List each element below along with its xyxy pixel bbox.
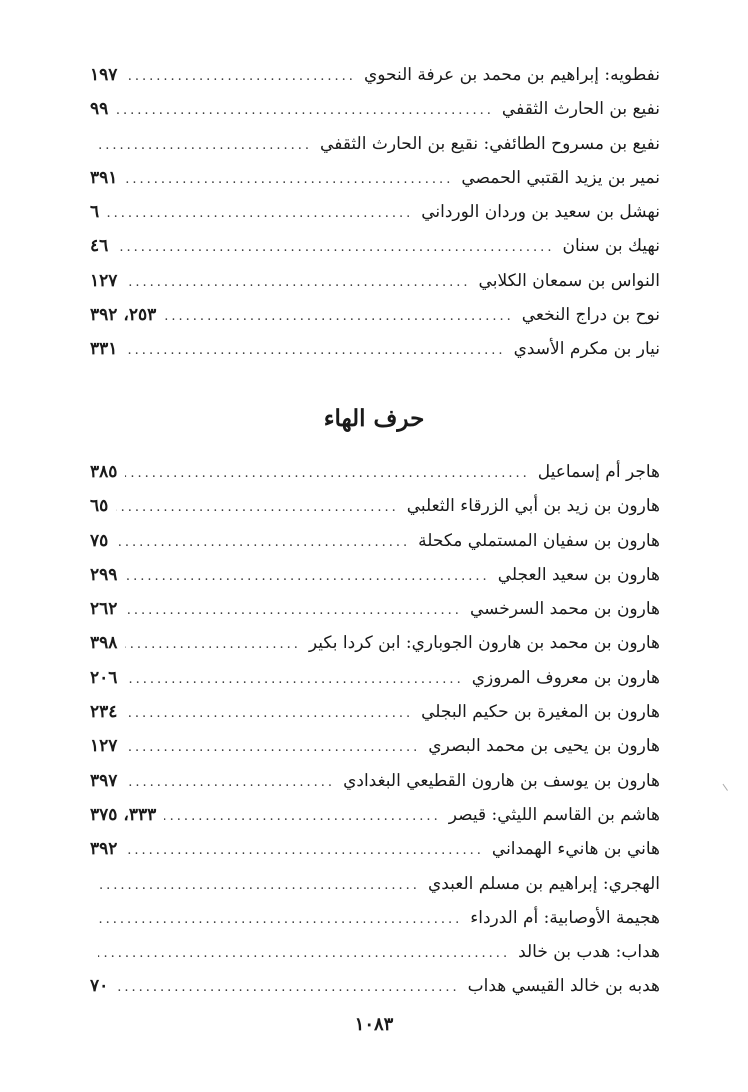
entry-name: نهشل بن سعيد بن وردان الورداني bbox=[421, 202, 660, 223]
entry-pages: ٦ bbox=[90, 202, 100, 223]
entry-pages: ١٩٧ bbox=[90, 65, 118, 85]
index-entry bbox=[90, 455, 660, 489]
index-entry bbox=[90, 298, 660, 332]
margin-mark bbox=[723, 779, 735, 791]
entry-pages: ٢٣٤ bbox=[90, 702, 118, 723]
entry-name: هارون بن يوسف بن هارون القطيعي البغدادي bbox=[343, 770, 660, 791]
entry-name: هاجر أم إسماعيل bbox=[537, 462, 660, 482]
leader-dots bbox=[98, 129, 312, 163]
entry-name: نفيع بن الحارث الثقفي bbox=[501, 99, 660, 120]
entry-name: هجيمة الأوصابية: أم الدرداء bbox=[470, 907, 660, 928]
index-entry bbox=[90, 264, 660, 298]
entry-name: الهجري: إبراهيم بن مسلم العبدي bbox=[427, 873, 660, 894]
section-heading: حرف الهاء bbox=[323, 405, 425, 432]
index-entry bbox=[90, 798, 660, 832]
page-number: ١٠٨٣ bbox=[354, 1014, 394, 1035]
leader-dots bbox=[98, 903, 462, 937]
entry-name: نوح بن دراج النخعي bbox=[521, 305, 660, 326]
index-entry bbox=[90, 195, 660, 229]
entry-pages: ١٢٧ bbox=[90, 736, 118, 757]
leader-dots bbox=[125, 766, 335, 800]
entry-pages: ٣٣١ bbox=[90, 339, 118, 360]
entry-name: نيار بن مكرم الأسدي bbox=[513, 339, 660, 360]
leader-dots bbox=[125, 60, 356, 94]
index-entry bbox=[90, 901, 660, 935]
entry-name: هدبه بن خالد القيسي هداب bbox=[467, 976, 660, 997]
entry-name: هارون بن سعيد العجلي bbox=[497, 564, 660, 585]
entry-name: هاني بن هانيء الهمداني bbox=[491, 839, 660, 860]
leader-dots bbox=[125, 628, 300, 662]
entry-name: هاشم بن القاسم الليثي: قيصر bbox=[448, 804, 660, 825]
index-entry bbox=[90, 161, 660, 195]
leader-dots bbox=[125, 834, 484, 868]
leader-dots bbox=[116, 231, 554, 265]
leader-dots bbox=[116, 94, 494, 128]
entry-name: نهيك بن سنان bbox=[562, 236, 660, 257]
leader-dots bbox=[125, 697, 413, 731]
entry-name: نفطويه: إبراهيم بن محمد بن عرفة النحوي bbox=[363, 65, 660, 85]
entry-name: النواس بن سمعان الكلابي bbox=[478, 270, 660, 291]
index-entry bbox=[90, 332, 660, 366]
entry-pages: ٣٩٧ bbox=[90, 770, 118, 791]
index-entry bbox=[90, 524, 660, 558]
index-entry bbox=[90, 92, 660, 126]
index-entry bbox=[90, 764, 660, 798]
index-entry bbox=[90, 58, 660, 92]
entry-pages: ٣٩٨ bbox=[90, 633, 118, 654]
index-list-nun bbox=[90, 58, 660, 367]
entry-name: هارون بن معروف المروزي bbox=[471, 667, 660, 688]
entry-pages: ٧٠ bbox=[90, 976, 109, 997]
leader-dots bbox=[116, 491, 398, 525]
entry-pages: ٢٦٢ bbox=[90, 599, 118, 620]
index-entry bbox=[90, 626, 660, 660]
leader-dots bbox=[125, 334, 505, 368]
leader-dots bbox=[125, 266, 470, 300]
entry-name: هارون بن المغيرة بن حكيم البجلي bbox=[421, 702, 660, 723]
entry-name: هارون بن محمد بن هارون الجوباري: ابن كردا بكير bbox=[308, 633, 660, 654]
leader-dots bbox=[125, 731, 420, 765]
entry-pages: ٣٩٢ bbox=[90, 839, 118, 860]
leader-dots bbox=[125, 560, 489, 594]
entry-pages: ٩٩ bbox=[90, 99, 109, 120]
index-entry bbox=[90, 661, 660, 695]
entry-name: هداب: هدب بن خالد bbox=[518, 942, 660, 963]
index-entry bbox=[90, 969, 660, 1003]
leader-dots bbox=[125, 663, 463, 697]
entry-name: نمير بن يزيد القتبي الحمصي bbox=[461, 167, 660, 188]
leader-dots bbox=[164, 300, 514, 334]
index-entry bbox=[90, 867, 660, 901]
index-entry bbox=[90, 558, 660, 592]
index-entry bbox=[90, 127, 660, 161]
entry-name: هارون بن يحيى بن محمد البصري bbox=[428, 736, 660, 757]
entry-pages: ٣٩١ bbox=[90, 167, 118, 188]
leader-dots bbox=[125, 457, 529, 491]
index-entry bbox=[90, 832, 660, 866]
entry-name: هارون بن سفيان المستملي مكحلة bbox=[418, 530, 660, 551]
entry-pages: ٢٠٦ bbox=[90, 667, 118, 688]
leader-dots bbox=[107, 197, 413, 231]
entry-pages: ٣٨٥ bbox=[90, 462, 118, 482]
leader-dots bbox=[98, 869, 420, 903]
entry-pages: ٧٥ bbox=[90, 530, 109, 551]
entry-name: هارون بن محمد السرخسي bbox=[469, 599, 660, 620]
leader-dots bbox=[98, 937, 510, 971]
entry-pages: ٣٣٣، ٣٧٥ bbox=[90, 804, 157, 825]
index-entry bbox=[90, 229, 660, 263]
entry-name: هارون بن زيد بن أبي الزرقاء الثعلبي bbox=[406, 496, 660, 517]
leader-dots bbox=[116, 971, 459, 1005]
index-entry bbox=[90, 489, 660, 523]
leader-dots bbox=[125, 163, 453, 197]
entry-name: نفيع بن مسروح الطائفي: نقيع بن الحارث الثقفي bbox=[320, 133, 660, 154]
index-entry bbox=[90, 695, 660, 729]
index-list-ha bbox=[90, 455, 660, 1004]
index-entry bbox=[90, 935, 660, 969]
entry-pages: ٢٩٩ bbox=[90, 564, 118, 585]
leader-dots bbox=[116, 526, 410, 560]
entry-pages: ٤٦ bbox=[90, 236, 109, 257]
index-entry bbox=[90, 592, 660, 626]
entry-pages: ٢٥٣، ٣٩٢ bbox=[90, 305, 157, 326]
leader-dots bbox=[125, 594, 462, 628]
entry-pages: ٦٥ bbox=[90, 496, 109, 517]
entry-pages: ١٢٧ bbox=[90, 270, 118, 291]
index-entry bbox=[90, 729, 660, 763]
leader-dots bbox=[164, 800, 440, 834]
